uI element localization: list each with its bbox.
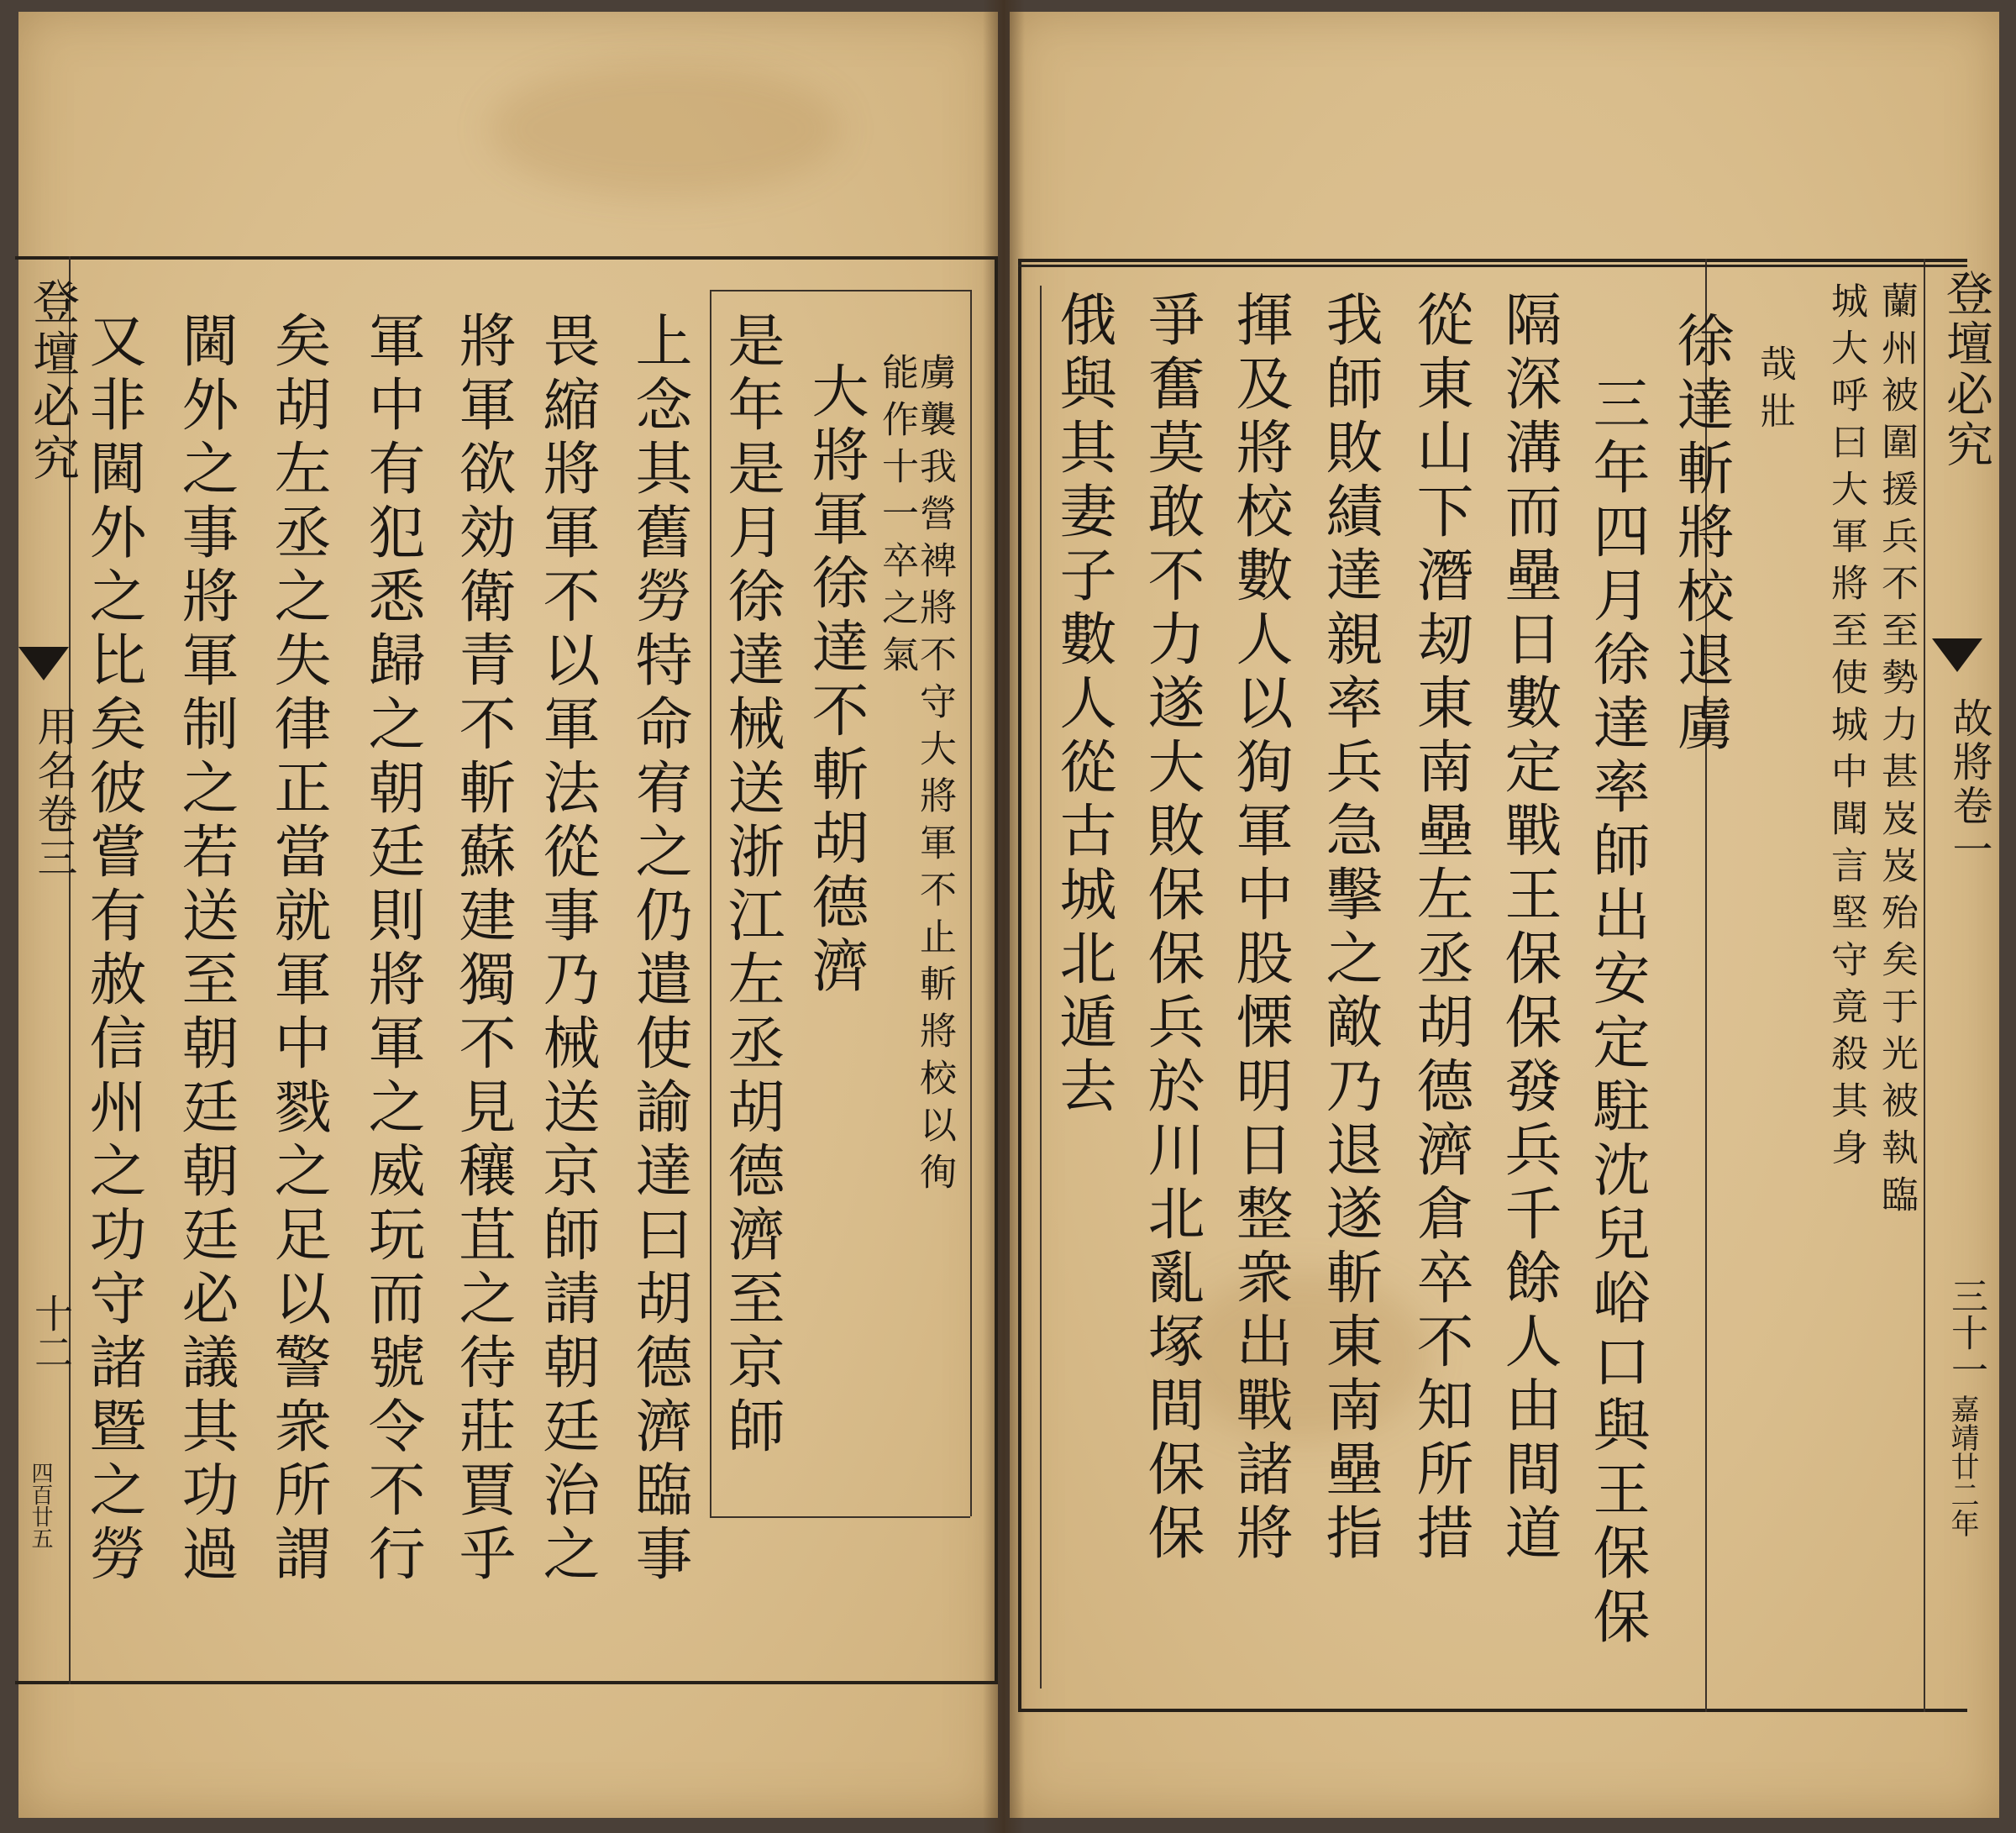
text-column: 我師敗績達親率兵急擊之敵乃退遂斬東南壘指 bbox=[1316, 290, 1383, 1567]
text-column: 從東山下潛刼東南壘左丞胡德濟倉卒不知所措 bbox=[1407, 290, 1473, 1567]
commentary-column: 能作十一卒之氣 bbox=[875, 353, 918, 682]
text-column: 上念其舊勞特命宥之仍遣使諭達曰胡德濟臨事 bbox=[626, 311, 692, 1588]
right-margin-leaf: 三十一 bbox=[1945, 1277, 1987, 1388]
text-column: 是年是月徐達械送浙江左丞胡德濟至京師 bbox=[718, 311, 785, 1460]
text-column: 俄與其妻子數人從古城北遁去 bbox=[1050, 290, 1116, 1120]
left-margin-count: 四百廿五 bbox=[28, 1462, 53, 1549]
left-margin-section: 用名卷三 bbox=[30, 706, 77, 880]
right-margin-title: 登壇必究 bbox=[1939, 269, 1993, 470]
text-column: 爭奮莫敢不力遂大敗保保兵於川北亂塚間保保 bbox=[1138, 290, 1205, 1567]
fishtail-mark bbox=[1932, 638, 1982, 672]
section-heading: 徐達斬將校退虜 bbox=[1667, 311, 1734, 758]
commentary-rule bbox=[710, 290, 711, 1516]
right-inner-rule bbox=[1040, 286, 1042, 1689]
water-stain bbox=[489, 62, 842, 197]
left-margin-title: 登壇必究 bbox=[25, 277, 80, 486]
text-column: 三年四月徐達率師出安定駐沈兒峪口與王保保 bbox=[1583, 374, 1650, 1651]
text-column: 閫外之事將軍制之若送至朝廷朝廷必議其功過 bbox=[172, 311, 239, 1588]
text-column: 軍中有犯悉歸之朝廷則將軍之威玩而號令不行 bbox=[359, 311, 425, 1588]
fishtail-mark bbox=[18, 647, 69, 680]
commentary-rule bbox=[970, 290, 972, 1516]
text-column: 將軍欲効衛青不斬蘇建獨不見穰苴之待莊賈乎 bbox=[449, 311, 516, 1588]
commentary-rule-bottom bbox=[710, 1516, 970, 1518]
right-top-rule bbox=[1018, 265, 1967, 267]
text-column: 隔深溝而壘日數定戰王保保發兵千餘人由間道 bbox=[1495, 290, 1562, 1567]
section-heading: 大將軍徐達不斬胡德濟 bbox=[802, 361, 869, 1000]
right-margin-rule bbox=[1924, 259, 1925, 1712]
left-margin-leaf: 十二 bbox=[29, 1294, 74, 1371]
right-margin-section: 故將卷一 bbox=[1945, 697, 1992, 872]
commentary-column: 虜襲我營裨將不守大將軍不止斬將校以徇 bbox=[913, 353, 956, 1200]
commentary-column: 城大呼曰大軍將至使城中聞言堅守竟殺其身 bbox=[1824, 281, 1867, 1175]
right-margin-count: 嘉靖廿二年 bbox=[1945, 1394, 1979, 1537]
commentary-column: 蘭州被圍援兵不至勢力甚岌岌殆矣于光被執臨 bbox=[1875, 281, 1918, 1222]
commentary-column: 哉壯 bbox=[1753, 344, 1796, 439]
text-column: 揮及將校數人以狥軍中股慄明日整衆出戰諸將 bbox=[1226, 290, 1293, 1567]
commentary-rule-top bbox=[710, 290, 970, 291]
text-column: 畏縮將軍不以軍法從事乃械送京師請朝廷治之 bbox=[533, 311, 600, 1588]
text-column: 矣胡左丞之失律正當就軍中戮之足以警衆所謂 bbox=[265, 311, 331, 1588]
text-column: 又非閫外之比矣彼嘗有赦信州之功守諸暨之勞 bbox=[80, 311, 146, 1588]
